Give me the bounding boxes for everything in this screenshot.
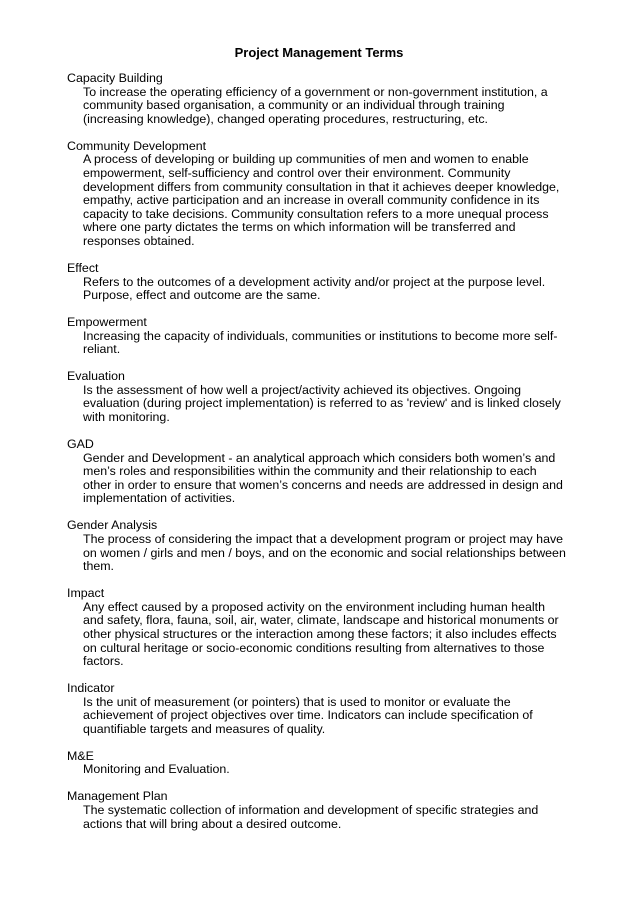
glossary-entry-management-plan bbox=[67, 790, 567, 831]
term-definition: Is the unit of measurement (or pointers) that is used to monitor or evaluate the achievement of project objectives over time. Indicators can include specification of quantifiable targets and measures of quality. bbox=[83, 694, 533, 736]
term-name: Empowerment bbox=[67, 315, 147, 330]
term-definition: Refers to the outcomes of a development activity and/or project at the purpose level. Purpose, effect and outcome are the same. bbox=[83, 274, 546, 303]
term-definition: Monitoring and Evaluation. bbox=[83, 762, 230, 777]
glossary-entry-capacity-building bbox=[67, 72, 567, 126]
term-definition: Any effect caused by a proposed activity on the environment including human health and safety, flora, fauna, soil, air, water, climate, landscape and historical monuments or other physical structures or the interaction among these factors; it also includes effects on cultural heritage or socio-economic conditions resulting from alternatives to those factors. bbox=[83, 599, 559, 669]
term-definition: The process of considering the impact that a development program or project may have on women / girls and men / boys, and on the economic and social relationships between them. bbox=[83, 531, 566, 574]
glossary-entry-effect bbox=[67, 262, 567, 303]
term-name: Effect bbox=[67, 260, 99, 275]
term-definition: A process of developing or building up communities of men and women to enable empowerment, self-sufficiency and control over their environment. Community development differs from community consultation in that it achieves deeper knowledge, empathy, active participation and an increase in overall community confidence in its capacity to take decisions. Community consultation refers to a more unequal process where one party dictates the terms on which information will be transferred and responses obtained. bbox=[83, 152, 560, 248]
term-definition: Is the assessment of how well a project/activity achieved its objectives. Ongoing evaluation (during project implementation) is referred to as 'review' and is linked closely with monitoring. bbox=[83, 382, 561, 425]
term-name: Evaluation bbox=[67, 369, 125, 384]
term-name: GAD bbox=[67, 437, 94, 452]
glossary-entry-impact bbox=[67, 587, 567, 669]
term-definition: Gender and Development - an analytical approach which considers both women’s and men’s roles and responsibilities within the community and their relationship to each other in order to ensure that women’s concerns and needs are addressed in design and implementation of activities. bbox=[83, 450, 563, 506]
glossary-entry-gender-analysis bbox=[67, 519, 567, 573]
term-definition: The systematic collection of information and development of specific strategies and actions that will bring about a desired outcome. bbox=[83, 803, 539, 831]
term-definition: To increase the operating efficiency of a government or non-government institution, a community based organisation, a community or an individual through training (increasing knowledge), changed operating procedures, restructuring, etc. bbox=[83, 84, 548, 126]
glossary-entry-empowerment bbox=[67, 316, 567, 357]
term-name: Community Development bbox=[67, 138, 207, 153]
term-name: Indicator bbox=[67, 681, 115, 696]
glossary-entry-evaluation bbox=[67, 370, 567, 424]
term-name: Management Plan bbox=[67, 789, 168, 804]
document-title: Project Management Terms bbox=[234, 45, 404, 60]
glossary-entry-community-development bbox=[67, 140, 567, 249]
glossary-entry-gad bbox=[67, 438, 567, 506]
term-name: Impact bbox=[67, 586, 105, 601]
glossary-list bbox=[67, 72, 567, 845]
glossary-entry-indicator bbox=[67, 682, 567, 736]
term-name: Capacity Building bbox=[67, 71, 163, 85]
glossary-entry-m-and-e bbox=[67, 750, 567, 777]
term-name: M&E bbox=[67, 748, 94, 763]
term-definition: Increasing the capacity of individuals, communities or institutions to become more self-reliant. bbox=[83, 328, 558, 357]
term-name: Gender Analysis bbox=[67, 518, 158, 533]
